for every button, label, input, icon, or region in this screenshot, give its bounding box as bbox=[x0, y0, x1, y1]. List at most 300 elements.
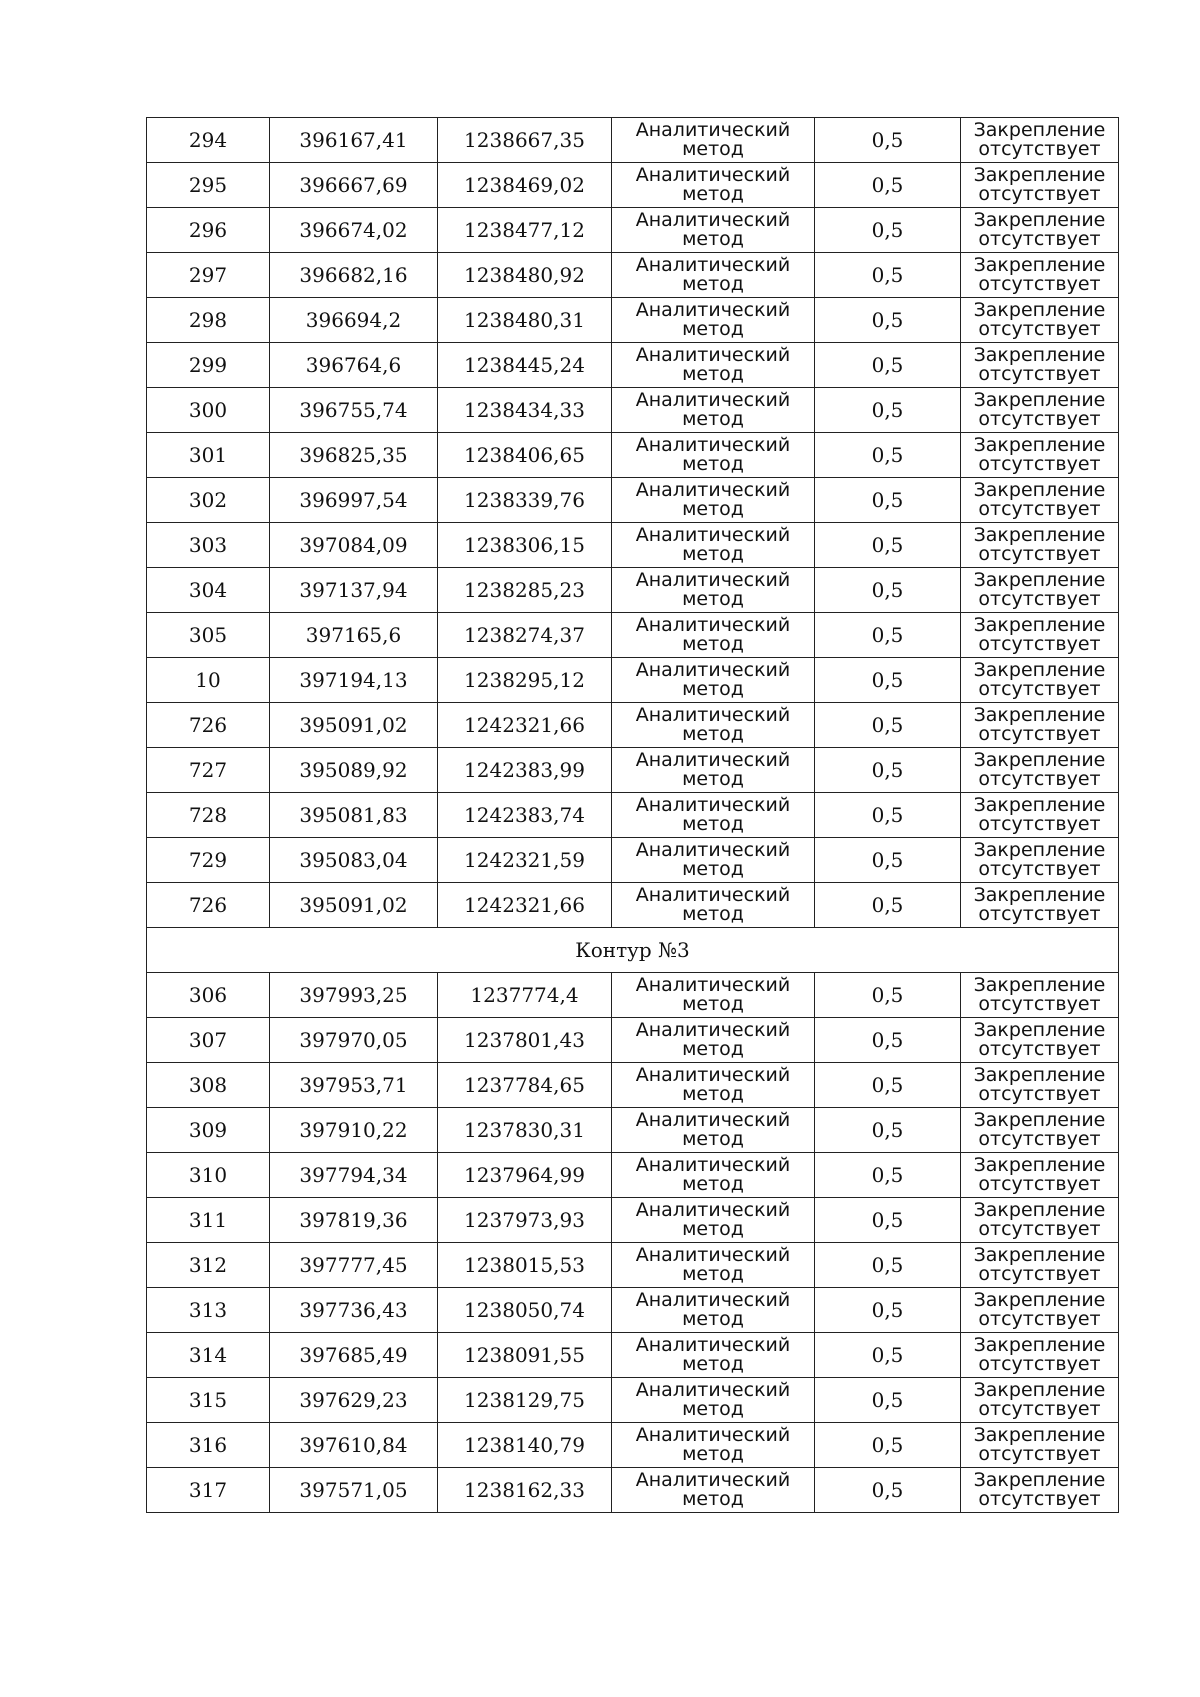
fixation-text: отсутствует bbox=[978, 138, 1101, 160]
method-text: метод bbox=[682, 408, 744, 430]
accuracy-cell: 0,5 bbox=[815, 1288, 961, 1333]
table-row bbox=[147, 163, 1119, 208]
method-text: метод bbox=[682, 1173, 744, 1195]
method-text: Аналитический bbox=[635, 1109, 791, 1131]
fixation-cell bbox=[961, 1063, 1119, 1108]
fixation-text: отсутствует bbox=[978, 1398, 1101, 1420]
y-coordinate-cell: 1238434,33 bbox=[438, 388, 612, 433]
point-number-cell: 726 bbox=[147, 883, 270, 928]
y-coordinate-cell: 1238667,35 bbox=[438, 118, 612, 163]
point-number-cell: 305 bbox=[147, 613, 270, 658]
accuracy-cell: 0,5 bbox=[815, 298, 961, 343]
method-cell bbox=[612, 703, 815, 748]
fixation-cell bbox=[961, 253, 1119, 298]
fixation-text: Закрепление bbox=[973, 1244, 1106, 1266]
fixation-text: отсутствует bbox=[978, 993, 1101, 1015]
fixation-text: Закрепление bbox=[973, 254, 1106, 276]
x-coordinate-cell: 397970,05 bbox=[270, 1018, 438, 1063]
fixation-text: отсутствует bbox=[978, 678, 1101, 700]
method-text: метод bbox=[682, 993, 744, 1015]
point-number-cell: 10 bbox=[147, 658, 270, 703]
coordinates-table bbox=[146, 117, 1119, 1513]
fixation-cell bbox=[961, 973, 1119, 1018]
accuracy-cell: 0,5 bbox=[815, 1243, 961, 1288]
table-row bbox=[147, 613, 1119, 658]
method-text: метод bbox=[682, 1353, 744, 1375]
fixation-cell bbox=[961, 613, 1119, 658]
method-cell bbox=[612, 748, 815, 793]
accuracy-cell: 0,5 bbox=[815, 1198, 961, 1243]
fixation-text: отсутствует bbox=[978, 273, 1101, 295]
method-text: Аналитический bbox=[635, 1199, 791, 1221]
x-coordinate-cell: 397165,6 bbox=[270, 613, 438, 658]
point-number-cell: 298 bbox=[147, 298, 270, 343]
accuracy-cell: 0,5 bbox=[815, 478, 961, 523]
fixation-cell bbox=[961, 478, 1119, 523]
accuracy-cell: 0,5 bbox=[815, 613, 961, 658]
method-text: Аналитический bbox=[635, 1064, 791, 1086]
method-text: метод bbox=[682, 1398, 744, 1420]
accuracy-cell: 0,5 bbox=[815, 163, 961, 208]
point-number-cell: 299 bbox=[147, 343, 270, 388]
method-cell bbox=[612, 883, 815, 928]
point-number-cell: 294 bbox=[147, 118, 270, 163]
fixation-cell bbox=[961, 793, 1119, 838]
fixation-text: отсутствует bbox=[978, 1128, 1101, 1150]
table-row bbox=[147, 1063, 1119, 1108]
method-cell bbox=[612, 343, 815, 388]
point-number-cell: 295 bbox=[147, 163, 270, 208]
table-row bbox=[147, 1288, 1119, 1333]
y-coordinate-cell: 1242383,99 bbox=[438, 748, 612, 793]
method-cell bbox=[612, 1378, 815, 1423]
table-row bbox=[147, 478, 1119, 523]
accuracy-cell: 0,5 bbox=[815, 1153, 961, 1198]
accuracy-cell: 0,5 bbox=[815, 343, 961, 388]
table-row bbox=[147, 253, 1119, 298]
fixation-cell bbox=[961, 1198, 1119, 1243]
method-cell bbox=[612, 1153, 815, 1198]
method-text: Аналитический bbox=[635, 884, 791, 906]
method-text: Аналитический bbox=[635, 1469, 791, 1491]
method-text: Аналитический bbox=[635, 839, 791, 861]
fixation-cell bbox=[961, 433, 1119, 478]
method-text: Аналитический bbox=[635, 344, 791, 366]
fixation-text: Закрепление bbox=[973, 1154, 1106, 1176]
method-text: метод bbox=[682, 678, 744, 700]
method-cell bbox=[612, 1108, 815, 1153]
y-coordinate-cell: 1238274,37 bbox=[438, 613, 612, 658]
y-coordinate-cell: 1238015,53 bbox=[438, 1243, 612, 1288]
y-coordinate-cell: 1237830,31 bbox=[438, 1108, 612, 1153]
fixation-text: Закрепление bbox=[973, 1379, 1106, 1401]
y-coordinate-cell: 1238140,79 bbox=[438, 1423, 612, 1468]
fixation-cell bbox=[961, 748, 1119, 793]
fixation-cell bbox=[961, 1288, 1119, 1333]
fixation-text: Закрепление bbox=[973, 1289, 1106, 1311]
table-row bbox=[147, 1108, 1119, 1153]
fixation-text: Закрепление bbox=[973, 974, 1106, 996]
fixation-text: Закрепление bbox=[973, 524, 1106, 546]
method-cell bbox=[612, 1333, 815, 1378]
x-coordinate-cell: 395091,02 bbox=[270, 883, 438, 928]
table-row bbox=[147, 523, 1119, 568]
y-coordinate-cell: 1238477,12 bbox=[438, 208, 612, 253]
fixation-text: Закрепление bbox=[973, 1334, 1106, 1356]
fixation-text: Закрепление bbox=[973, 839, 1106, 861]
fixation-text: отсутствует bbox=[978, 858, 1101, 880]
fixation-text: отсутствует bbox=[978, 903, 1101, 925]
y-coordinate-cell: 1237784,65 bbox=[438, 1063, 612, 1108]
point-number-cell: 315 bbox=[147, 1378, 270, 1423]
method-cell bbox=[612, 208, 815, 253]
method-cell bbox=[612, 478, 815, 523]
x-coordinate-cell: 396997,54 bbox=[270, 478, 438, 523]
accuracy-cell: 0,5 bbox=[815, 568, 961, 613]
point-number-cell: 306 bbox=[147, 973, 270, 1018]
point-number-cell: 314 bbox=[147, 1333, 270, 1378]
coordinates-table-body bbox=[147, 118, 1119, 1513]
point-number-cell: 313 bbox=[147, 1288, 270, 1333]
x-coordinate-cell: 395083,04 bbox=[270, 838, 438, 883]
fixation-text: Закрепление bbox=[973, 389, 1106, 411]
point-number-cell: 728 bbox=[147, 793, 270, 838]
accuracy-cell: 0,5 bbox=[815, 973, 961, 1018]
y-coordinate-cell: 1238480,92 bbox=[438, 253, 612, 298]
x-coordinate-cell: 397610,84 bbox=[270, 1423, 438, 1468]
method-cell bbox=[612, 613, 815, 658]
method-cell bbox=[612, 388, 815, 433]
fixation-text: Закрепление bbox=[973, 344, 1106, 366]
fixation-text: отсутствует bbox=[978, 363, 1101, 385]
method-text: Аналитический bbox=[635, 1244, 791, 1266]
x-coordinate-cell: 397736,43 bbox=[270, 1288, 438, 1333]
accuracy-cell: 0,5 bbox=[815, 1018, 961, 1063]
method-text: метод bbox=[682, 1083, 744, 1105]
y-coordinate-cell: 1237973,93 bbox=[438, 1198, 612, 1243]
fixation-cell bbox=[961, 883, 1119, 928]
method-text: метод bbox=[682, 1488, 744, 1510]
y-coordinate-cell: 1242321,66 bbox=[438, 703, 612, 748]
fixation-text: отсутствует bbox=[978, 228, 1101, 250]
fixation-text: отсутствует bbox=[978, 498, 1101, 520]
method-cell bbox=[612, 1288, 815, 1333]
fixation-cell bbox=[961, 208, 1119, 253]
table-row bbox=[147, 1198, 1119, 1243]
method-cell bbox=[612, 523, 815, 568]
accuracy-cell: 0,5 bbox=[815, 703, 961, 748]
method-text: метод bbox=[682, 1443, 744, 1465]
method-text: Аналитический bbox=[635, 1154, 791, 1176]
fixation-cell bbox=[961, 703, 1119, 748]
x-coordinate-cell: 397084,09 bbox=[270, 523, 438, 568]
method-text: Аналитический bbox=[635, 704, 791, 726]
fixation-cell bbox=[961, 523, 1119, 568]
method-text: Аналитический bbox=[635, 974, 791, 996]
method-cell bbox=[612, 253, 815, 298]
point-number-cell: 312 bbox=[147, 1243, 270, 1288]
point-number-cell: 302 bbox=[147, 478, 270, 523]
x-coordinate-cell: 396825,35 bbox=[270, 433, 438, 478]
method-text: Аналитический bbox=[635, 1289, 791, 1311]
x-coordinate-cell: 397993,25 bbox=[270, 973, 438, 1018]
method-text: Аналитический bbox=[635, 659, 791, 681]
x-coordinate-cell: 397819,36 bbox=[270, 1198, 438, 1243]
method-cell bbox=[612, 163, 815, 208]
method-text: метод bbox=[682, 1038, 744, 1060]
fixation-text: отсутствует bbox=[978, 1038, 1101, 1060]
method-text: метод bbox=[682, 813, 744, 835]
method-cell bbox=[612, 658, 815, 703]
x-coordinate-cell: 396167,41 bbox=[270, 118, 438, 163]
accuracy-cell: 0,5 bbox=[815, 793, 961, 838]
fixation-cell bbox=[961, 1468, 1119, 1513]
method-text: метод bbox=[682, 723, 744, 745]
method-cell bbox=[612, 1243, 815, 1288]
point-number-cell: 727 bbox=[147, 748, 270, 793]
y-coordinate-cell: 1242321,66 bbox=[438, 883, 612, 928]
x-coordinate-cell: 395091,02 bbox=[270, 703, 438, 748]
fixation-text: отсутствует bbox=[978, 1083, 1101, 1105]
x-coordinate-cell: 395089,92 bbox=[270, 748, 438, 793]
point-number-cell: 304 bbox=[147, 568, 270, 613]
method-cell bbox=[612, 1018, 815, 1063]
table-row bbox=[147, 1468, 1119, 1513]
method-text: метод bbox=[682, 183, 744, 205]
x-coordinate-cell: 396667,69 bbox=[270, 163, 438, 208]
fixation-text: отсутствует bbox=[978, 453, 1101, 475]
fixation-cell bbox=[961, 1108, 1119, 1153]
fixation-text: отсутствует bbox=[978, 1353, 1101, 1375]
point-number-cell: 309 bbox=[147, 1108, 270, 1153]
fixation-text: Закрепление bbox=[973, 1199, 1106, 1221]
fixation-text: Закрепление bbox=[973, 1019, 1106, 1041]
method-text: Аналитический bbox=[635, 299, 791, 321]
table-row bbox=[147, 568, 1119, 613]
fixation-text: отсутствует bbox=[978, 183, 1101, 205]
fixation-text: Закрепление bbox=[973, 749, 1106, 771]
fixation-text: Закрепление bbox=[973, 209, 1106, 231]
accuracy-cell: 0,5 bbox=[815, 1468, 961, 1513]
method-text: метод bbox=[682, 453, 744, 475]
point-number-cell: 297 bbox=[147, 253, 270, 298]
x-coordinate-cell: 397571,05 bbox=[270, 1468, 438, 1513]
method-text: Аналитический bbox=[635, 569, 791, 591]
table-row bbox=[147, 1423, 1119, 1468]
method-text: Аналитический bbox=[635, 1379, 791, 1401]
table-row bbox=[147, 388, 1119, 433]
fixation-text: отсутствует bbox=[978, 408, 1101, 430]
method-cell bbox=[612, 1063, 815, 1108]
method-cell bbox=[612, 1198, 815, 1243]
fixation-text: Закрепление bbox=[973, 884, 1106, 906]
method-text: Аналитический bbox=[635, 389, 791, 411]
method-text: Аналитический bbox=[635, 1019, 791, 1041]
fixation-text: отсутствует bbox=[978, 1443, 1101, 1465]
method-text: Аналитический bbox=[635, 1424, 791, 1446]
method-text: метод bbox=[682, 768, 744, 790]
fixation-text: отсутствует bbox=[978, 1218, 1101, 1240]
section-row bbox=[147, 928, 1119, 973]
x-coordinate-cell: 395081,83 bbox=[270, 793, 438, 838]
point-number-cell: 729 bbox=[147, 838, 270, 883]
y-coordinate-cell: 1238469,02 bbox=[438, 163, 612, 208]
accuracy-cell: 0,5 bbox=[815, 748, 961, 793]
fixation-cell bbox=[961, 1378, 1119, 1423]
fixation-cell bbox=[961, 658, 1119, 703]
accuracy-cell: 0,5 bbox=[815, 1108, 961, 1153]
y-coordinate-cell: 1238445,24 bbox=[438, 343, 612, 388]
fixation-text: Закрепление bbox=[973, 1109, 1106, 1131]
fixation-cell bbox=[961, 388, 1119, 433]
point-number-cell: 296 bbox=[147, 208, 270, 253]
x-coordinate-cell: 396682,16 bbox=[270, 253, 438, 298]
point-number-cell: 300 bbox=[147, 388, 270, 433]
fixation-cell bbox=[961, 568, 1119, 613]
method-text: метод bbox=[682, 588, 744, 610]
method-text: метод bbox=[682, 138, 744, 160]
fixation-text: отсутствует bbox=[978, 768, 1101, 790]
fixation-text: Закрепление bbox=[973, 479, 1106, 501]
method-cell bbox=[612, 433, 815, 478]
point-number-cell: 311 bbox=[147, 1198, 270, 1243]
point-number-cell: 726 bbox=[147, 703, 270, 748]
table-row bbox=[147, 748, 1119, 793]
point-number-cell: 307 bbox=[147, 1018, 270, 1063]
method-text: Аналитический bbox=[635, 209, 791, 231]
fixation-text: Закрепление bbox=[973, 299, 1106, 321]
accuracy-cell: 0,5 bbox=[815, 523, 961, 568]
method-text: метод bbox=[682, 858, 744, 880]
fixation-text: Закрепление bbox=[973, 164, 1106, 186]
table-row bbox=[147, 658, 1119, 703]
table-row bbox=[147, 208, 1119, 253]
y-coordinate-cell: 1238285,23 bbox=[438, 568, 612, 613]
table-row bbox=[147, 1153, 1119, 1198]
method-text: метод bbox=[682, 1308, 744, 1330]
x-coordinate-cell: 396674,02 bbox=[270, 208, 438, 253]
method-cell bbox=[612, 1468, 815, 1513]
fixation-cell bbox=[961, 298, 1119, 343]
fixation-text: Закрепление bbox=[973, 1424, 1106, 1446]
fixation-cell bbox=[961, 1153, 1119, 1198]
accuracy-cell: 0,5 bbox=[815, 1378, 961, 1423]
table-row bbox=[147, 118, 1119, 163]
method-cell bbox=[612, 973, 815, 1018]
fixation-text: Закрепление bbox=[973, 434, 1106, 456]
fixation-text: отсутствует bbox=[978, 723, 1101, 745]
table-row bbox=[147, 883, 1119, 928]
method-text: метод bbox=[682, 903, 744, 925]
x-coordinate-cell: 397777,45 bbox=[270, 1243, 438, 1288]
fixation-text: Закрепление bbox=[973, 704, 1106, 726]
y-coordinate-cell: 1242383,74 bbox=[438, 793, 612, 838]
x-coordinate-cell: 397194,13 bbox=[270, 658, 438, 703]
fixation-text: отсутствует bbox=[978, 1173, 1101, 1195]
method-text: метод bbox=[682, 318, 744, 340]
method-cell bbox=[612, 1423, 815, 1468]
method-cell bbox=[612, 838, 815, 883]
method-text: Аналитический bbox=[635, 119, 791, 141]
accuracy-cell: 0,5 bbox=[815, 208, 961, 253]
method-text: Аналитический bbox=[635, 1334, 791, 1356]
x-coordinate-cell: 397629,23 bbox=[270, 1378, 438, 1423]
table-row bbox=[147, 433, 1119, 478]
table-row bbox=[147, 1018, 1119, 1063]
accuracy-cell: 0,5 bbox=[815, 253, 961, 298]
y-coordinate-cell: 1238050,74 bbox=[438, 1288, 612, 1333]
method-text: метод bbox=[682, 1263, 744, 1285]
table-row bbox=[147, 973, 1119, 1018]
method-text: Аналитический bbox=[635, 479, 791, 501]
y-coordinate-cell: 1242321,59 bbox=[438, 838, 612, 883]
table-row bbox=[147, 838, 1119, 883]
method-text: метод bbox=[682, 543, 744, 565]
fixation-cell bbox=[961, 1333, 1119, 1378]
y-coordinate-cell: 1237801,43 bbox=[438, 1018, 612, 1063]
method-text: Аналитический bbox=[635, 794, 791, 816]
fixation-cell bbox=[961, 1243, 1119, 1288]
y-coordinate-cell: 1238406,65 bbox=[438, 433, 612, 478]
x-coordinate-cell: 396694,2 bbox=[270, 298, 438, 343]
table-row bbox=[147, 1333, 1119, 1378]
method-cell bbox=[612, 568, 815, 613]
accuracy-cell: 0,5 bbox=[815, 838, 961, 883]
x-coordinate-cell: 397685,49 bbox=[270, 1333, 438, 1378]
fixation-text: Закрепление bbox=[973, 614, 1106, 636]
point-number-cell: 301 bbox=[147, 433, 270, 478]
method-text: метод bbox=[682, 273, 744, 295]
accuracy-cell: 0,5 bbox=[815, 1333, 961, 1378]
fixation-text: Закрепление bbox=[973, 659, 1106, 681]
point-number-cell: 310 bbox=[147, 1153, 270, 1198]
fixation-cell bbox=[961, 1018, 1119, 1063]
table-row bbox=[147, 1243, 1119, 1288]
y-coordinate-cell: 1238091,55 bbox=[438, 1333, 612, 1378]
method-text: Аналитический bbox=[635, 434, 791, 456]
fixation-text: отсутствует bbox=[978, 1263, 1101, 1285]
accuracy-cell: 0,5 bbox=[815, 1063, 961, 1108]
x-coordinate-cell: 396755,74 bbox=[270, 388, 438, 433]
x-coordinate-cell: 397953,71 bbox=[270, 1063, 438, 1108]
point-number-cell: 316 bbox=[147, 1423, 270, 1468]
fixation-text: отсутствует bbox=[978, 813, 1101, 835]
accuracy-cell: 0,5 bbox=[815, 433, 961, 478]
method-cell bbox=[612, 793, 815, 838]
fixation-text: отсутствует bbox=[978, 1308, 1101, 1330]
table-row bbox=[147, 343, 1119, 388]
fixation-text: отсутствует bbox=[978, 318, 1101, 340]
table-row bbox=[147, 703, 1119, 748]
x-coordinate-cell: 397137,94 bbox=[270, 568, 438, 613]
fixation-cell bbox=[961, 163, 1119, 208]
x-coordinate-cell: 396764,6 bbox=[270, 343, 438, 388]
fixation-text: Закрепление bbox=[973, 119, 1106, 141]
y-coordinate-cell: 1238480,31 bbox=[438, 298, 612, 343]
method-text: Аналитический bbox=[635, 749, 791, 771]
method-cell bbox=[612, 118, 815, 163]
y-coordinate-cell: 1238306,15 bbox=[438, 523, 612, 568]
x-coordinate-cell: 397794,34 bbox=[270, 1153, 438, 1198]
fixation-text: Закрепление bbox=[973, 1469, 1106, 1491]
point-number-cell: 308 bbox=[147, 1063, 270, 1108]
fixation-text: отсутствует bbox=[978, 588, 1101, 610]
method-text: метод bbox=[682, 498, 744, 520]
method-text: Аналитический bbox=[635, 524, 791, 546]
accuracy-cell: 0,5 bbox=[815, 883, 961, 928]
fixation-text: Закрепление bbox=[973, 569, 1106, 591]
point-number-cell: 317 bbox=[147, 1468, 270, 1513]
